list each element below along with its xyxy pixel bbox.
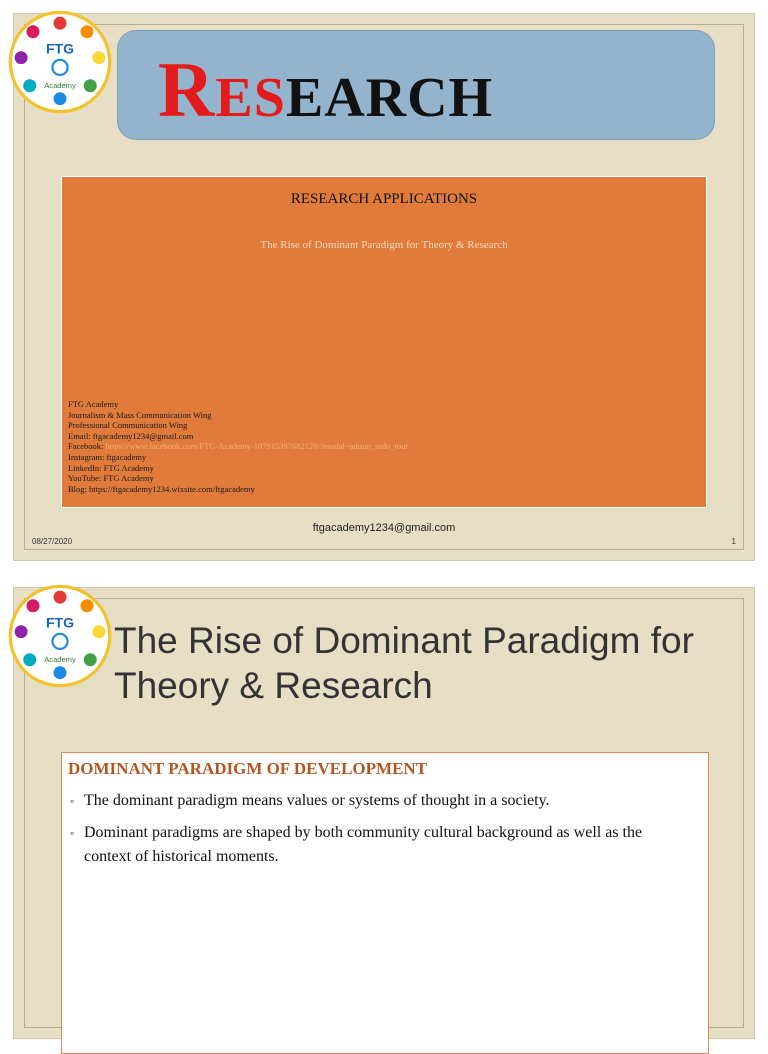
facebook-link[interactable]: https://www.facebook.com/FTG-Academy-107915397682120/?modal=admin_todo_tour <box>105 441 409 452</box>
contact-line: FTG Academy <box>68 399 119 409</box>
logo-text: FTG <box>45 614 75 631</box>
contact-line: Blog: https://ftgacademy1234.wixsite.com/ftgacademy <box>68 483 255 494</box>
section-title: RESEARCH APPLICATIONS <box>290 191 478 207</box>
ftg-academy-logo <box>6 8 114 116</box>
slide-1 <box>14 14 754 560</box>
footer-date: 08/27/2020 <box>32 537 73 546</box>
facebook-label: Facebook: <box>68 441 106 452</box>
title-third-letter: S <box>253 67 286 129</box>
contact-info <box>68 399 408 494</box>
contact-line: YouTube: FTG Academy <box>68 473 154 484</box>
bullet-item <box>70 821 690 869</box>
section-subtitle: The Rise of Dominant Paradigm for Theory & Research <box>260 239 508 251</box>
contact-line: Professional Communication Wing <box>68 420 188 431</box>
title-first-letter: R <box>158 46 216 133</box>
slide-title <box>158 45 493 135</box>
logo-subtext: Academy <box>44 654 76 664</box>
bullet-item <box>70 789 690 813</box>
ftg-academy-logo <box>6 582 114 690</box>
contact-line: Journalism & Mass Communication Wing <box>68 409 212 420</box>
bullet-icon: ◦ <box>70 794 75 808</box>
contact-line: Instagram: ftgacademy <box>68 451 147 462</box>
footer-email: ftgacademy1234@gmail.com <box>312 522 456 534</box>
title-second-letter: E <box>215 67 254 129</box>
bullet-icon: ◦ <box>70 826 75 840</box>
contact-line: Email: ftgacademy1234@gmail.com <box>68 430 194 441</box>
bullet-list <box>70 789 690 877</box>
contact-facebook <box>68 441 408 452</box>
slide-2-title: The Rise of Dominant Paradigm for Theory & Research <box>114 620 694 706</box>
title-rest: EARCH <box>285 67 494 129</box>
logo-text: FTG <box>45 40 75 57</box>
bullet-text: Dominant paradigms are shaped by both community cultural background as well as the context of historical moments. <box>84 824 643 865</box>
content-heading: DOMINANT PARADIGM OF DEVELOPMENT <box>68 759 428 778</box>
title-box <box>118 31 714 139</box>
slide-2 <box>14 588 754 1038</box>
content-box <box>61 752 709 1054</box>
contact-line: LinkedIn: FTG Academy <box>68 462 154 473</box>
content-panel <box>61 176 707 508</box>
bullet-text: The dominant paradigm means values or systems of thought in a society. <box>84 792 550 809</box>
logo-subtext: Academy <box>44 80 76 90</box>
page-number: 1 <box>731 537 736 546</box>
